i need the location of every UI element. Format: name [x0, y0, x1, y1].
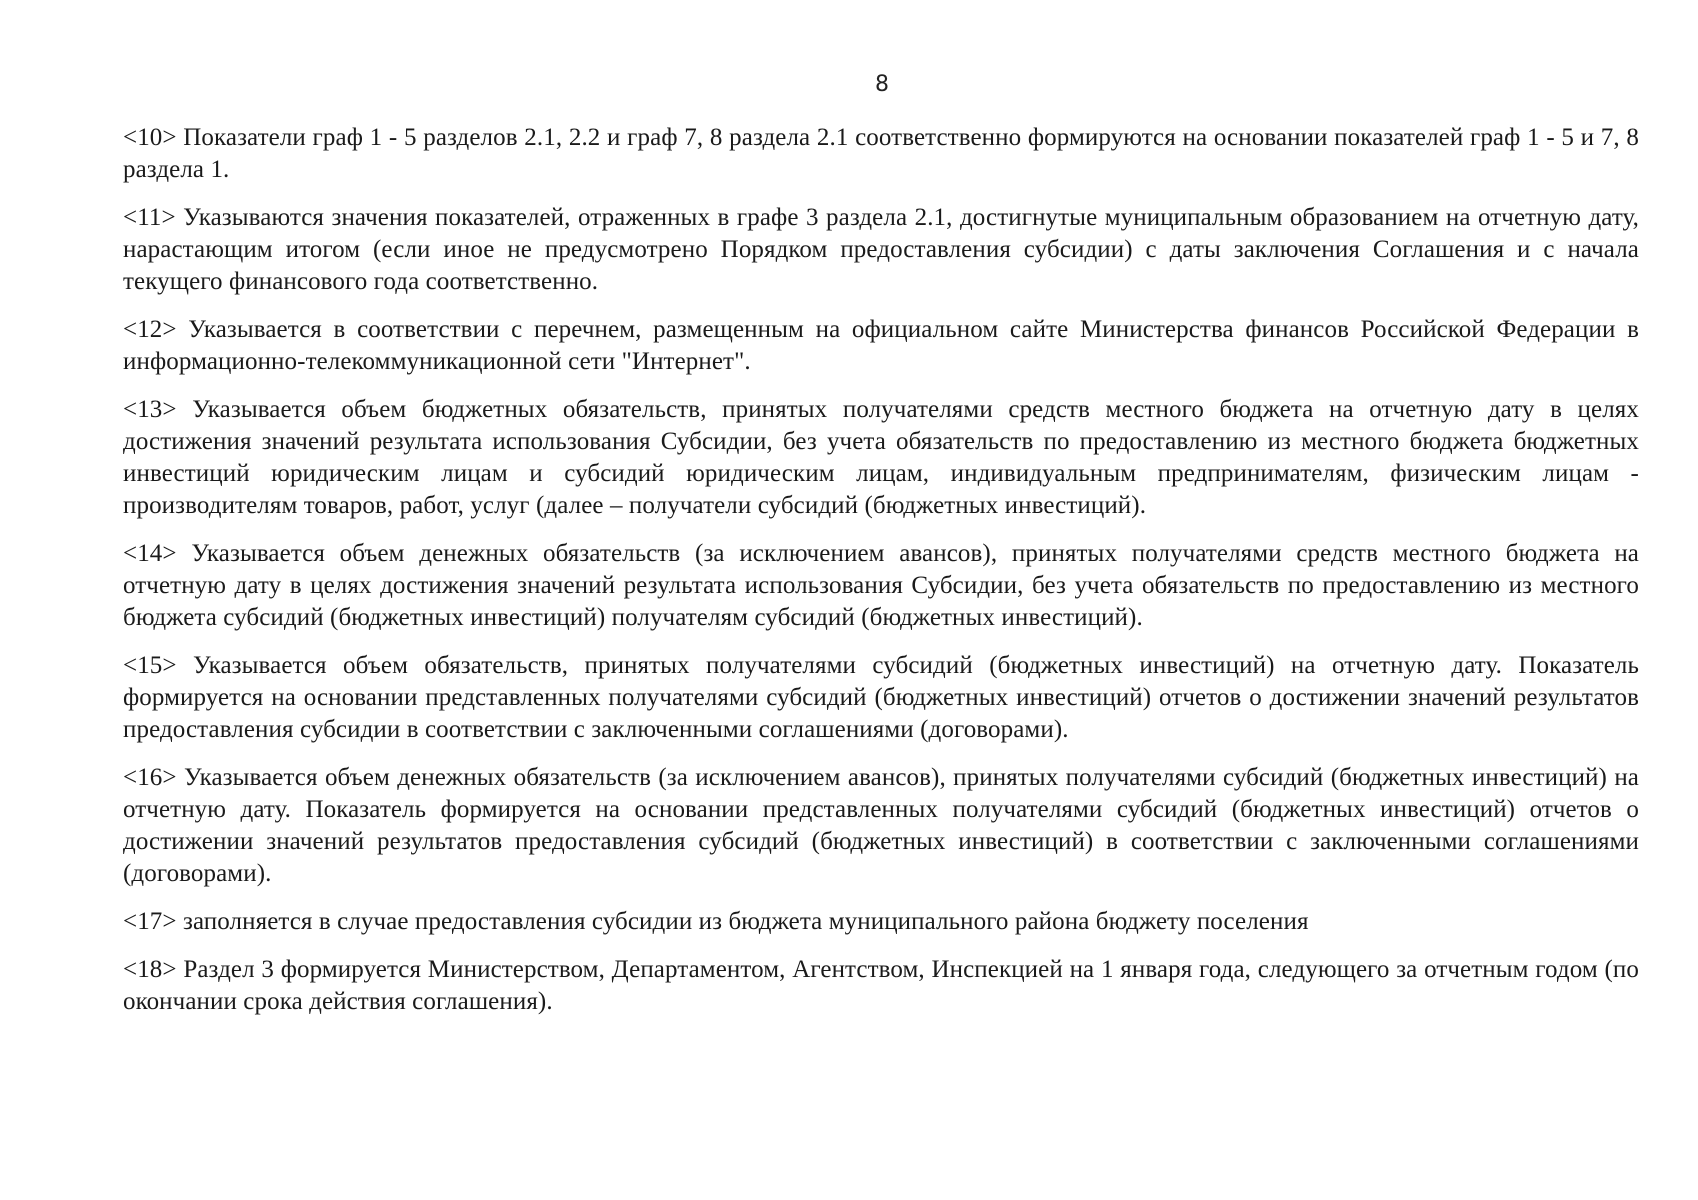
footnote-17: [123, 906, 1639, 938]
footnote-text: Указывается объем бюджетных обязательств, принятых получателями средств местного бюджета на отчетную дату в целях достижения значений результата использования Субсидии, без учета обязательств по предоставлению из местного бюджета бюджетных инвестиций юридическим лицам и субсидий юридическим лицам, индивидуальным предпринимателям, физическим лицам - производителям товаров, работ, услуг (далее – получатели субсидий (бюджетных инвестиций).: [123, 396, 1639, 519]
footnote-text: Раздел 3 формируется Министерством, Департаментом, Агентством, Инспекцией на 1 января года, следующего за отчетным годом (по окончании срока действия соглашения).: [123, 956, 1639, 1015]
footnote-14: [123, 538, 1639, 634]
footnote-marker: <10>: [123, 124, 177, 151]
footnote-marker: <11>: [123, 204, 176, 231]
footnote-12: [123, 314, 1639, 378]
footnote-text: Показатели граф 1 - 5 разделов 2.1, 2.2 и граф 7, 8 раздела 2.1 соответственно формируются на основании показателей граф 1 - 5 и 7, 8 раздела 1.: [123, 124, 1639, 183]
footnote-18: [123, 954, 1639, 1018]
footnote-11: [123, 202, 1639, 298]
footnote-marker: <18>: [123, 956, 177, 983]
footnote-text: Указывается объем денежных обязательств (за исключением авансов), принятых получателями субсидий (бюджетных инвестиций) на отчетную дату. Показатель формируется на основании представленных получателями субсидий (бюджетных инвестиций) отчетов о достижении значений результатов предоставления субсидий (бюджетных инвестиций) в соответствии с заключенными соглашениями (договорами).: [123, 764, 1639, 887]
footnote-text: Указывается объем денежных обязательств (за исключением авансов), принятых получателями средств местного бюджета на отчетную дату в целях достижения значений результата использования Субсидии, без учета обязательств по предоставлению из местного бюджета субсидий (бюджетных инвестиций) получателям субсидий (бюджетных инвестиций).: [123, 540, 1640, 631]
footnotes-list: [123, 122, 1639, 1034]
footnote-text: Указываются значения показателей, отраженных в графе 3 раздела 2.1, достигнутые муниципальным образованием на отчетную дату, нарастающим итогом (если иное не предусмотрено Порядком предоставления субсидии) с даты заключения Соглашения и с начала текущего финансового года соответственно.: [123, 204, 1639, 295]
footnote-marker: <17>: [123, 908, 177, 935]
footnote-marker: <15>: [123, 652, 177, 679]
footnote-marker: <12>: [123, 316, 177, 343]
footnote-marker: <16>: [123, 764, 177, 791]
footnote-15: [123, 650, 1639, 746]
footnote-text: Указывается в соответствии с перечнем, размещенным на официальном сайте Министерства финансов Российской Федерации в информационно-телекоммуникационной сети "Интернет".: [123, 316, 1639, 375]
footnote-10: [123, 122, 1639, 186]
footnote-marker: <13>: [123, 396, 177, 423]
page-number: 8: [875, 72, 889, 97]
footnote-marker: <14>: [123, 540, 177, 567]
footnote-text: Указывается объем обязательств, принятых получателями субсидий (бюджетных инвестиций) на отчетную дату. Показатель формируется на основании представленных получателями субсидий (бюджетных инвестиций) отчетов о достижении значений результатов предоставления субсидии в соответствии с заключенными соглашениями (договорами).: [123, 652, 1639, 743]
footnote-16: [123, 762, 1639, 890]
footnote-13: [123, 394, 1639, 522]
footnote-text: заполняется в случае предоставления субсидии из бюджета муниципального района бюджету поселения: [182, 908, 1309, 935]
